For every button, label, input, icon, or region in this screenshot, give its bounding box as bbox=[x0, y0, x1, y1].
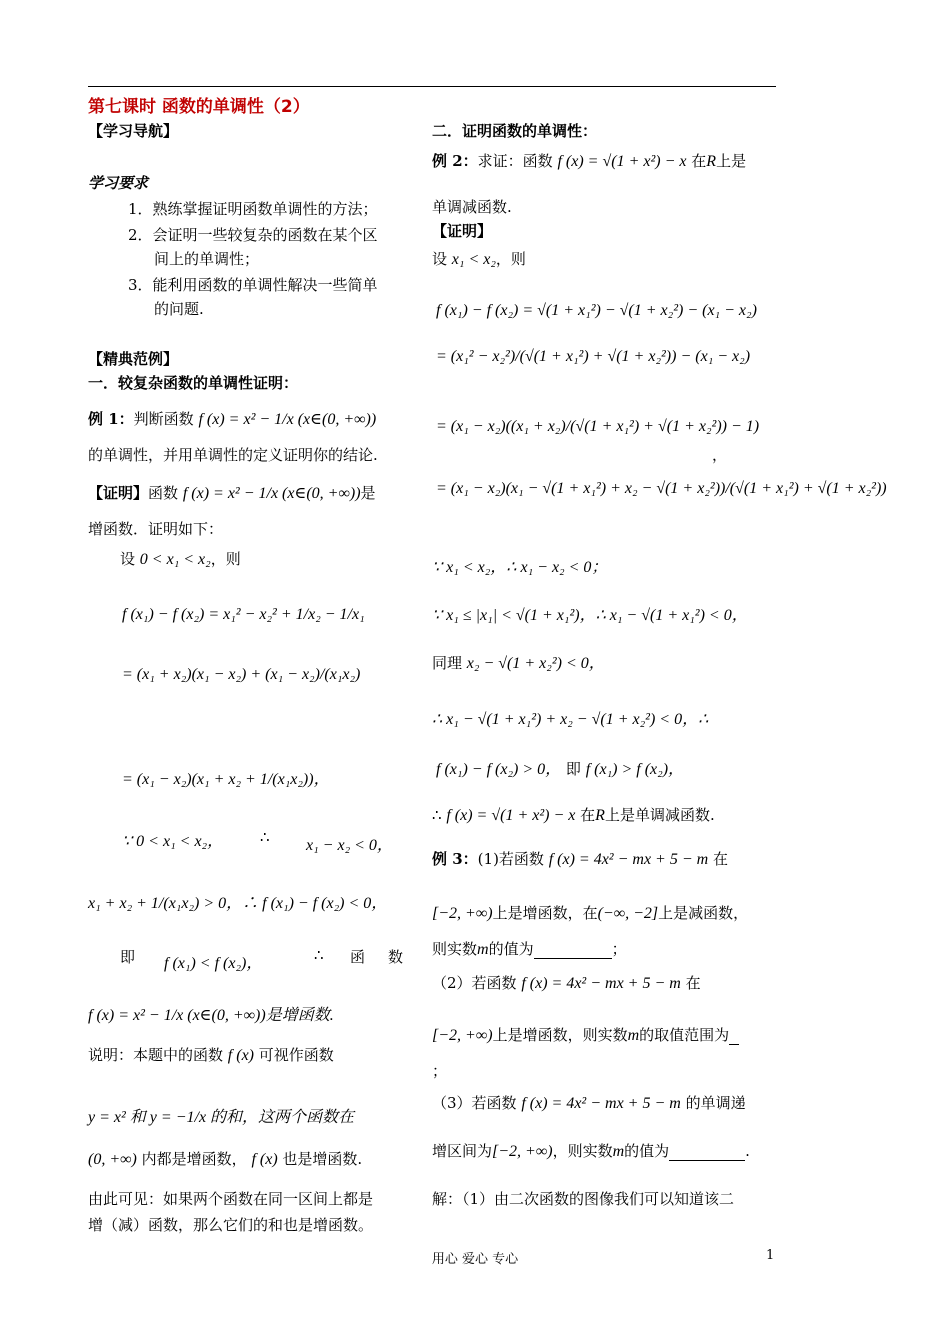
let-label: 设 bbox=[120, 550, 136, 568]
c6-formula: f (x) = √(1 + x²) − x bbox=[446, 807, 576, 824]
requirements-heading: 学习要求 bbox=[88, 174, 149, 192]
conclusion-formula: f (x) = x² − 1/x (x∈(0, +∞))是增函数. bbox=[88, 1007, 334, 1024]
q3-text-c: 增区间为 bbox=[432, 1142, 493, 1160]
q3-text-b: 的单调递 bbox=[685, 1094, 746, 1112]
c4-formula: ∴ x₁ − √(1 + x₁²) + x₂ − √(1 + x₂²) < 0，∴ bbox=[432, 711, 709, 728]
note1-text: 说明：本题中的函数 bbox=[88, 1046, 224, 1064]
c6-R: R bbox=[595, 807, 605, 824]
proof2-label: 【证明】 bbox=[432, 222, 493, 240]
q2-text-b: 上是增函数，则实数 bbox=[492, 1026, 628, 1044]
s2-formula: = (x₁² − x₂²)/(√(1 + x₁²) + √(1 + x₂²)) − (x₁ − x₂) bbox=[436, 348, 751, 365]
ji-label: 即 bbox=[120, 948, 136, 966]
example2-text4: 单调减函数. bbox=[432, 198, 512, 216]
let-formula: 0 < x₁ < x₂ bbox=[139, 551, 211, 568]
q2-zai: 在 bbox=[685, 974, 701, 992]
q2-blank[interactable] bbox=[729, 1026, 739, 1045]
q3-interval: [−2, +∞) bbox=[492, 1143, 553, 1160]
requirement-item: 的问题. bbox=[154, 300, 204, 318]
s4-formula: = (x₁ − x₂)(x₁ − √(1 + x₁²) + x₂ − √(1 + x₂²))/(√(1 + x₁²) + √(1 + x₂²)) bbox=[436, 480, 887, 497]
example3-text4: 则实数 bbox=[432, 940, 478, 958]
solution-text: 解：（1）由二次函数的图像我们可以知道该二 bbox=[432, 1190, 735, 1208]
q2-text-c: 的取值范围为 bbox=[639, 1026, 730, 1044]
example2-text2: 在 bbox=[691, 152, 707, 170]
inequality2-formula: x₁ + x₂ + 1/(x₁x₂) > 0，∴ f (x₁) − f (x₂) < 0， bbox=[88, 895, 388, 912]
s3-comma: ， bbox=[712, 446, 728, 464]
q3-formula: f (x) = 4x² − mx + 5 − m bbox=[521, 1095, 681, 1112]
example3-blank[interactable] bbox=[534, 940, 612, 959]
q2-end: ； bbox=[432, 1062, 448, 1080]
example2-label: 例 2： bbox=[432, 152, 478, 170]
note1-formula: f (x) bbox=[227, 1047, 254, 1064]
example3-zai: 在 bbox=[712, 850, 728, 868]
note3-text: 内都是增函数， bbox=[141, 1150, 247, 1168]
note3-text-b: 也是增函数. bbox=[282, 1150, 363, 1168]
proof-text2: 是 bbox=[360, 484, 376, 502]
example3-text5: 的值为 bbox=[488, 940, 534, 958]
q3-text-e: 的值为 bbox=[624, 1142, 670, 1160]
q2-formula: f (x) = 4x² − mx + 5 − m bbox=[521, 975, 681, 992]
c2-formula: ∵ x₁ ≤ |x₁| < √(1 + x₁²)，∴ x₁ − √(1 + x₁²) < 0， bbox=[432, 607, 748, 624]
s3-formula: = (x₁ − x₂)((x₁ + x₂)/(√(1 + x₁²) + √(1 + x₂²)) − 1) bbox=[436, 418, 760, 435]
step1-formula: f (x₁) − f (x₂) = x₁² − x₂² + 1/x₂ − 1/x₁ bbox=[122, 606, 365, 623]
example3-interval2: (−∞, −2] bbox=[597, 905, 659, 922]
example1-text: 判断函数 bbox=[133, 410, 194, 428]
c5-ji: 即 bbox=[565, 760, 581, 778]
c5-formula-b: f (x₁) > f (x₂)， bbox=[585, 761, 685, 778]
s1-formula: f (x₁) − f (x₂) = √(1 + x₁²) − √(1 + x₂²) − (x₁ − x₂) bbox=[436, 302, 757, 319]
q3-text-d: ，则实数 bbox=[552, 1142, 613, 1160]
note5-text: 增（减）函数，那么它们的和也是增函数。 bbox=[88, 1216, 374, 1234]
example3-formula: f (x) = 4x² − mx + 5 − m bbox=[548, 851, 709, 868]
requirement-item: 3．能利用函数的单调性解决一些简单 bbox=[128, 276, 378, 294]
ji-formula: f (x₁) < f (x₂)， bbox=[164, 955, 263, 972]
c3-label: 同理 bbox=[432, 654, 463, 672]
note1-text-b: 可视作函数 bbox=[258, 1046, 334, 1064]
example3-interval1: [−2, +∞) bbox=[432, 905, 493, 922]
example1-label: 例 1： bbox=[88, 410, 134, 428]
because1-formula: ∵ 0 < x₁ < x₂， bbox=[122, 833, 224, 850]
example3-end: ； bbox=[611, 940, 627, 958]
example2-R: R bbox=[706, 153, 717, 170]
example3-text: (1)若函数 bbox=[477, 850, 544, 868]
examples-heading: 【精典范例】 bbox=[88, 350, 179, 368]
proof-label: 【证明】 bbox=[88, 484, 149, 502]
note3-formula: (0, +∞) bbox=[88, 1151, 137, 1168]
q3-m: m bbox=[612, 1143, 625, 1160]
q2-text: （2）若函数 bbox=[432, 974, 517, 992]
let2-label: 设 bbox=[432, 250, 448, 268]
proof-text: 函数 bbox=[148, 484, 179, 502]
example1-text2: 的单调性，并用单调性的定义证明你的结论. bbox=[88, 446, 378, 464]
q3-text: （3）若函数 bbox=[432, 1094, 517, 1112]
header-rule bbox=[88, 86, 776, 87]
page-title: 第七课时 函数的单调性（2） bbox=[88, 97, 310, 117]
q3-blank[interactable] bbox=[669, 1142, 745, 1161]
requirement-item: 2．会证明一些较复杂的函数在某个区 bbox=[128, 226, 378, 244]
c5-formula: f (x₁) − f (x₂) > 0， bbox=[436, 761, 562, 778]
example2-text: 求证：函数 bbox=[477, 152, 553, 170]
han-char: 函 bbox=[350, 948, 366, 966]
example1-formula: f (x) = x² − 1/x (x∈(0, +∞)) bbox=[198, 411, 377, 428]
section2-heading: 二．证明函数的单调性： bbox=[432, 122, 598, 140]
c1-formula: ∵ x₁ < x₂，∴ x₁ − x₂ < 0； bbox=[432, 559, 608, 576]
example3-m: m bbox=[477, 941, 489, 958]
example3-label: 例 3： bbox=[432, 850, 478, 868]
therefore1-formula: x₁ − x₂ < 0， bbox=[306, 837, 393, 854]
requirement-item: 1．熟练掌握证明函数单调性的方法； bbox=[128, 200, 378, 218]
page-number: 1 bbox=[766, 1248, 775, 1263]
therefore1-symbol: ∴ bbox=[260, 828, 270, 846]
example2-formula: f (x) = √(1 + x²) − x bbox=[557, 153, 687, 170]
note3-formula2: f (x) bbox=[251, 1151, 278, 1168]
then-label: ，则 bbox=[210, 550, 241, 568]
step3-formula: = (x₁ − x₂)(x₁ + x₂ + 1/(x₁x₂))， bbox=[122, 771, 330, 788]
note2-text: y = x² 和 y = −1/x 的和，这两个函数在 bbox=[88, 1109, 355, 1126]
shu-char: 数 bbox=[388, 948, 404, 966]
let2-formula: x₁ < x₂ bbox=[451, 251, 496, 268]
proof-text3: 增函数．证明如下： bbox=[88, 520, 224, 538]
therefore2-symbol: ∴ bbox=[314, 946, 324, 964]
proof-formula: f (x) = x² − 1/x (x∈(0, +∞)) bbox=[182, 485, 361, 502]
example3-text3: 上是减函数， bbox=[658, 904, 749, 922]
c6-zai: 在 bbox=[580, 806, 596, 824]
example2-text3: 上是 bbox=[716, 152, 747, 170]
q2-m: m bbox=[627, 1027, 640, 1044]
q2-interval: [−2, +∞) bbox=[432, 1027, 493, 1044]
c6-symbol: ∴ bbox=[432, 806, 442, 824]
nav-heading: 【学习导航】 bbox=[88, 122, 179, 140]
section1-heading: 一．较复杂函数的单调性证明： bbox=[88, 374, 299, 392]
then2-label: ，则 bbox=[495, 250, 526, 268]
c6-text: 上是单调减函数. bbox=[604, 806, 715, 824]
q3-end: . bbox=[745, 1142, 750, 1160]
requirement-item: 间上的单调性； bbox=[154, 250, 260, 268]
note4-text: 由此可见：如果两个函数在同一区间上都是 bbox=[88, 1190, 374, 1208]
c3-formula: x₂ − √(1 + x₂²) < 0， bbox=[466, 655, 605, 672]
example3-text2: 上是增函数，在 bbox=[492, 904, 598, 922]
footer-text: 用心 爱心 专心 bbox=[431, 1252, 519, 1267]
step2-formula: = (x₁ + x₂)(x₁ − x₂) + (x₁ − x₂)/(x₁x₂) bbox=[122, 666, 361, 683]
